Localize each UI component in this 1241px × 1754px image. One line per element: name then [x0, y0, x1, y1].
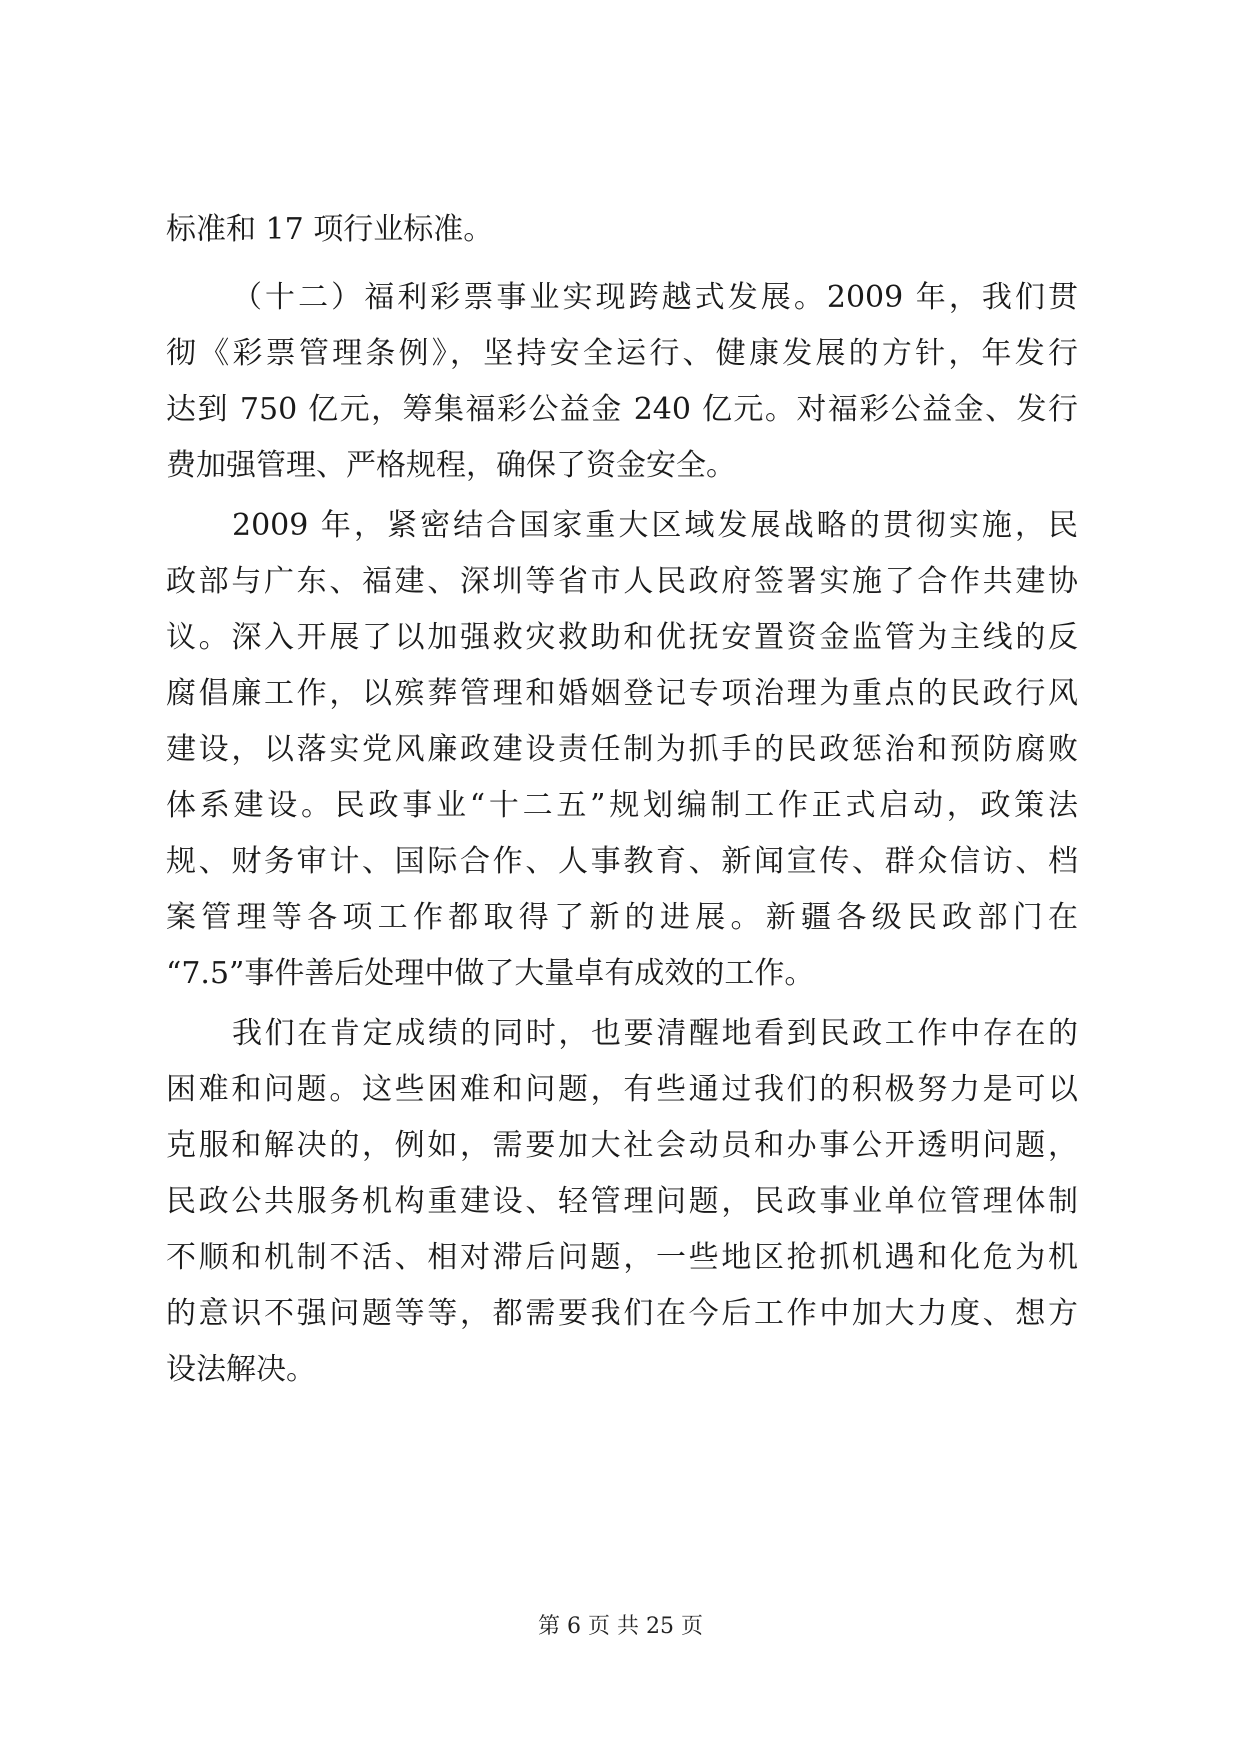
paragraph-first-line: 我们在肯定成绩的同时，也要清醒地看到民政工作中存在的	[232, 1016, 1078, 1051]
text-line: 的意识不强问题等等，都需要我们在今后工作中加大力度、想方	[166, 1296, 1078, 1331]
paragraph-first-line: 2009 年，紧密结合国家重大区域发展战略的贯彻实施，民	[232, 508, 1078, 543]
text-line: 困难和问题。这些困难和问题，有些通过我们的积极努力是可以	[166, 1072, 1078, 1107]
text-line: 规、财务审计、国际合作、人事教育、新闻宣传、群众信访、档	[166, 844, 1078, 879]
page-number-footer: 第 6 页 共 25 页	[538, 1614, 703, 1639]
text-line: 彻《彩票管理条例》，坚持安全运行、健康发展的方针，年发行	[166, 336, 1078, 371]
text-line: 标准和 17 项行业标准。	[166, 212, 494, 247]
text-line: 案管理等各项工作都取得了新的进展。新疆各级民政部门在	[166, 900, 1078, 935]
text-line: 达到 750 亿元，筹集福彩公益金 240 亿元。对福彩公益金、发行	[166, 392, 1078, 427]
text-line: 体系建设。民政事业“十二五”规划编制工作正式启动，政策法	[166, 788, 1078, 823]
text-line: 设法解决。	[166, 1352, 316, 1387]
text-line: 政部与广东、福建、深圳等省市人民政府签署实施了合作共建协	[166, 564, 1078, 599]
text-line: 费加强管理、严格规程，确保了资金安全。	[166, 448, 736, 483]
text-line: “7.5”事件善后处理中做了大量卓有成效的工作。	[166, 956, 815, 991]
text-line: 腐倡廉工作，以殡葬管理和婚姻登记专项治理为重点的民政行风	[166, 676, 1078, 711]
text-line: 克服和解决的，例如，需要加大社会动员和办事公开透明问题，	[166, 1128, 1078, 1163]
text-line: 建设，以落实党风廉政建设责任制为抓手的民政惩治和预防腐败	[166, 732, 1078, 767]
text-line: 不顺和机制不活、相对滞后问题，一些地区抢抓机遇和化危为机	[166, 1240, 1078, 1275]
text-line: 议。深入开展了以加强救灾救助和优抚安置资金监管为主线的反	[166, 620, 1078, 655]
text-line: 民政公共服务机构重建设、轻管理问题，民政事业单位管理体制	[166, 1184, 1078, 1219]
paragraph-first-line: （十二）福利彩票事业实现跨越式发展。2009 年，我们贯	[232, 280, 1078, 315]
